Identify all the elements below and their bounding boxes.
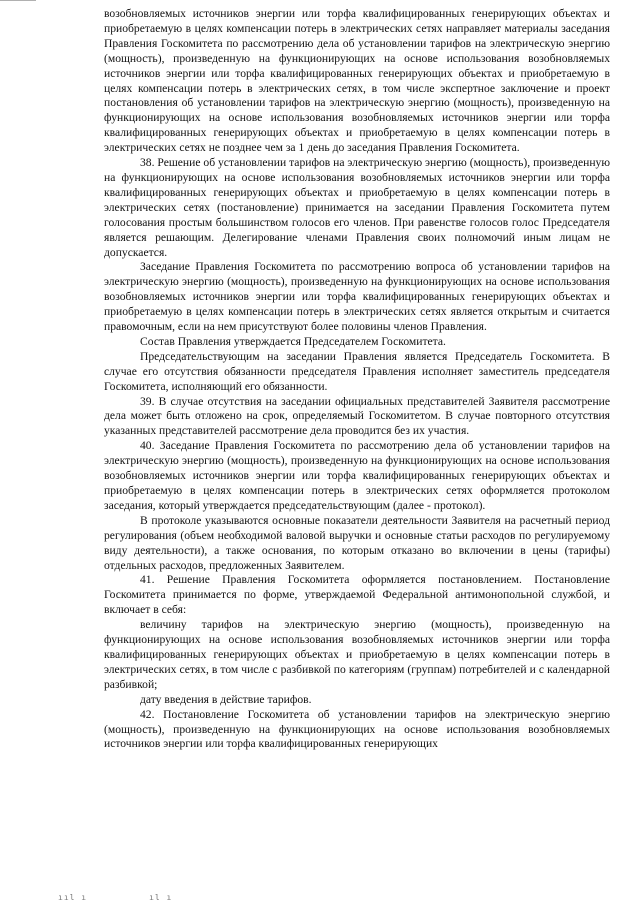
paragraph-39: 39. В случае отсутствия на заседании официальных представителей Заявителя рассмотрение дела может быть отложено на срок, определяемый Госкомитетом. В случае повторного отсутствия указанных представителей рассмотрение дела проводится без их участия. [104,394,610,438]
paragraph-chairman: Председательствующим на заседании Правления является Председатель Госкомитета. В случае его отсутствия обязанности председателя Правления исполняет заместитель председателя Госкомитета, исполняющий его обязанности. [104,349,610,393]
paragraph-tariff-values: величину тарифов на электрическую энергию (мощность), произведенную на функционирующих на основе использования возобновляемых источников энергии или торфа квалифицированных генерирующих объектах и приобретаемую в целях компенсации потерь в электрических сетях, в том числе с разбивкой по категориям (группам) потребителей и с календарной разбивкой; [104,618,610,691]
document-page [104,7,610,752]
scan-edge-mark [0,0,36,1]
paragraph-protocol-contents: В протоколе указываются основные показатели деятельности Заявителя на расчетный период регулирования (объем необходимой валовой выручки и основные статьи расходов по регулируемому виду деятельности), а также основания, по которым отказано во включении в цены (тарифы) отдельных расходов, предложенных Заявителем. [104,513,610,572]
paragraph-board-composition: Состав Правления утверждается Председателем Госкомитета. [140,334,446,348]
paragraph-42: 42. Постановление Госкомитета об установлении тарифов на электрическую энергию (мощность), произведенную на функционирующих на основе использования возобновляемых источников энергии или торфа квалифицированных генерирующих [104,707,610,751]
paragraph-continuation: возобновляемых источников энергии или торфа квалифицированных генерирующих объектах и приобретаемую в целях компенсации потерь в электрических сетях направляет материалы заседания Правления Госкомитета по рассмотрению дела об установлении тарифов на электрическую энергию (мощность), произведенную на функционирующих на основе использования возобновляемых источников энергии или торфа квалифицированных генерирующих объектах и приобретаемую в целях компенсации потерь в электрических сетях, в том числе экспертное заключение и проект постановления об установлении тарифов на электрическую энергию (мощность), произведенную на функционирующих на основе использования возобновляемых источников энергии или торфа квалифицированных генерирующих объектах и приобретаемую в целях компенсации потерь в электрических сетях не позднее чем за 1 день до заседания Правления Госкомитета. [104,7,610,155]
paragraph-41: 41. Решение Правления Госкомитета оформляется постановлением. Постановление Госкомитета принимается по форме, утверждаемой Федеральной антимонопольной службой, и включает в себя: [104,573,610,617]
footer-mark-left: ııl ı [58,893,88,902]
scan-footer-marks [58,893,234,902]
paragraph-meeting-validity: Заседание Правления Госкомитета по рассмотрению вопроса об установлении тарифов на электрическую энергию (мощность), произведенную на функционирующих на основе использования возобновляемых источников энергии или торфа квалифицированных генерирующих объектах и приобретаемую в целях компенсации потерь в электрических сетях является открытым и считается правомочным, если на нем присутствуют более половины членов Правления. [104,260,610,334]
paragraph-40: 40. Заседание Правления Госкомитета по рассмотрению дела об установлении тарифов на электрическую энергию (мощность), произведенную на функционирующих на основе использования возобновляемых источников энергии или торфа квалифицированных генерирующих объектах и приобретаемую в целях компенсации потерь в электрических сетях оформляется протоколом заседания, который утверждается председательствующим (далее - протокол). [104,439,610,512]
footer-mark-right: ıl ı [149,893,173,902]
paragraph-effective-date: дату введения в действие тарифов. [140,692,312,706]
paragraph-38: 38. Решение об установлении тарифов на электрическую энергию (мощность), произведенную на функционирующих на основе использования возобновляемых источников энергии или торфа квалифицированных генерирующих объектах и приобретаемую в целях компенсации потерь в электрических сетях (постановление) принимается на заседании Правления Госкомитета путем голосования простым большинством голосов его членов. При равенстве голосов голос Председателя является решающим. Делегирование членами Правления своих полномочий иным лицам не допускается. [104,156,610,259]
